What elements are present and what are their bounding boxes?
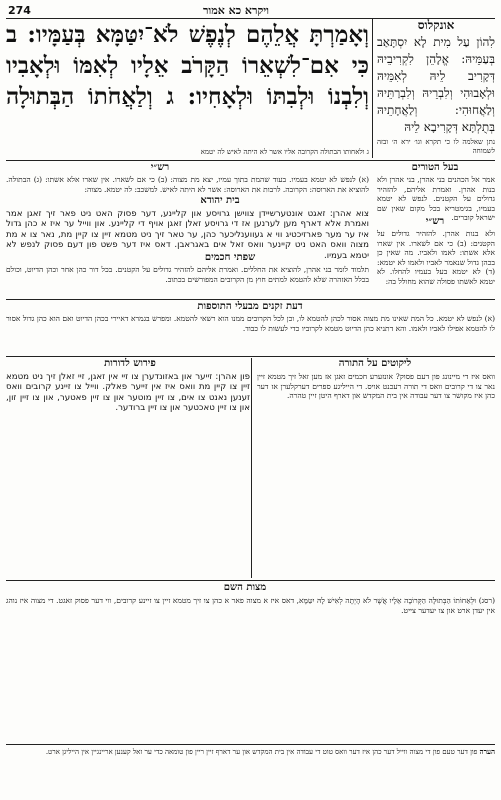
pirush-title: פירוש לדורות <box>104 358 156 369</box>
mitzvat-hashem-title: מצות השם <box>223 582 267 593</box>
siftei-chachamim-text: תלמוד לומר בני אהרן, להוציא את החללים. ואמרת אליהם להזהיר גדולים על הקטנים. בכל דור כהן אחר וכהן הדיוט, וכולם בכלל האזהרה שלא להטמא למתים חוץ מן הקרובים המפורשים בכתוב. <box>6 265 369 284</box>
page <box>6 4 495 794</box>
siftei-chachamim-title: שפתי חכמים <box>204 252 256 263</box>
onkelos-text: לִהוֹן עַל מִית לָא יִסְתָּאַב בְּעַמֵּיהּ: אֱלָהֵן לִקְרִיבֵיהּ דְּקָרִיב לֵיהּ לְאִמֵּיהּ וּלְאָבוּהִי וְלִבְרֵיהּ וְלִבְרַתֵּיהּ וְלַאֲחוּהִי: וְלַאֲחָתֵיהּ בְּתֻלְתָּא דְּקָרִיבָא לֵיהּ <box>377 35 495 134</box>
verse-note: ג ולאחותו הבתולה הקרובה אליו אשר לא היתה לאיש לה יטמא <box>200 148 369 156</box>
section-rule <box>6 356 495 357</box>
mitzvat-hashem-text: (רסג) וּלְאַחוֹתוֹ הַבְּתוּלָה הַקְּרוֹבָה אֵלָיו אֲשֶׁר לֹא הָיְתָה לְאִישׁ לָהּ יִטַּמָּא, דאס איז א מצוה פאר א כהן צו זיך מטמא זיין צו זיינע קרובים, ווי דער פסוק זאגט. די מצוה איז נוהג אין יעדן ארט און צו יעדער צייט. <box>6 596 495 615</box>
onkelos-note: נתן שאלמה לו כי תקרא וגו׳ ירא ה׳ ובזה לשמוחה <box>377 138 495 155</box>
footnote-rule <box>6 744 495 745</box>
beit-yehuda-text: צוא אהרן: זאגט אונטערשיידן צווישן גרויסע און קליינע, דער פסוק האט ניט פאר זיך זאגן אמר ואמרת אלא דארף מען לערנען אז די גרויסע זאלן זאגן אויף די קליינע. און ווייל ער איז א כהן גדול איז ער מער פארזיכטיג ווי א געווענליכער כהן, ער טאר זיך ניט מטמא זיין צו קיין מת, נאר צו א מת מצוה וואס האט ניט קיינער וואס זאל אים באגראבן. דאס איז דער פשט פון דעם פסוק לנפש לא יטמא בעמיו. <box>6 209 369 261</box>
footnote-label: הערה <box>479 747 495 756</box>
beit-yehuda-title: בית יהודא <box>200 195 240 206</box>
section-rule <box>6 580 495 581</box>
section-rule <box>6 160 495 161</box>
likkutim-title: ליקוטים על התורה <box>338 358 412 369</box>
rashi-top-title: רש״י <box>150 162 170 173</box>
section-rule <box>6 299 495 300</box>
rashi-bottom-title: רש״י <box>425 216 445 227</box>
daat-zekenim-title: דעת זקנים מבעלי התוספות <box>197 301 303 312</box>
likkutim-text: וואס איז די מיינונג פון דעם פסוק? אונזערע חכמים זאגן אז מען זאל זיך מטמא זיין נאר צו די קרובים וואס די תורה רעכנט אויס. די הייליגע ספרים דערקלערן אז דער כהן איז מקושר צו דער עבודה אין בית המקדש און דארף היטן זיין טהרה. <box>257 372 495 401</box>
page-number: 274 <box>8 4 31 17</box>
baal-haturim-title: בעל הטורים <box>411 162 459 173</box>
rashi-bottom-text: ולא בנות אהרן. להזהיר גדולים על הקטנים: (ב) כי אם לשארו. אין שארו אלא אשתו: לאמו ולאביו. מה שאין כן בכהן גדול שנאמר לאביו ולאמו לא יטמא: (ד) לא יטמא בעל בעמיו להחלו. לא יטמא לאשתו פסולה שהוא מחולל בה: <box>377 229 495 286</box>
onkelos-title: אונקלוס <box>417 18 455 32</box>
rashi-top-text: (א) לנפש לא יטמא בעמיו. בעוד שהמת בתוך עמיו, יצא מת מצוה: (ב) כי אם לשארו. אין שארו אלא אשתו: (ג) הבתולה. להוציא את הארוסה: הקרובה. לרבות את הארוסה: אשר לא היתה לאיש. למשכב: לה יטמא. מצוה: <box>6 175 369 194</box>
pirush-text: פון אהרן: זייער און באזונדערן צו זיי אין זאגן, זיי זאלן זיך ניט מטמא זיין צו קיין מת וואס איז אין זייער פאלק. ווייל צו זיינע קרובים וואס זענען נאנט צו אים, צו זיין מוטער און צו זיין פאטער, און צו זיין זון, און צו זיין טאכטער און צו זיין ברודער. <box>6 372 250 414</box>
daat-zekenim-text: (א) לנפש לא יטמא. כל המת שאינו מת מצוה אסור לכהן להטמא לו, וכן לכל הקרובים ממנו הוא רשאי להטמא. ומפרש בגמרא דאיירי בכהן הדיוט ואם הוא כהן גדול אסור לו להטמא אפילו לאביו ולאמו. והא דתניא כהן הדיוט מטמא לקרוביו כדי לעשות לו כבוד. <box>6 314 495 333</box>
running-title: ויקרא כא אמור <box>203 4 269 17</box>
footnote-text: פון דער טעם פון די מצוה ווייל דער כהן איז דער וואס טוט די עבודה אין בית המקדש און ער דארף זיין ריין פון טומאה כדי ער זאל קענען אריינגיין אין הייליגן ארט. <box>45 748 478 756</box>
onkelos-column <box>377 34 495 154</box>
column-divider <box>251 358 252 578</box>
baal-haturim-text: אמר אל הכהנים בני אהרן, בני אהרן ולא בנות אהרן. ואמרת אליהם, להזהיר גדולים על הקטנים. לנפש לא יטמא בעמיו, בגימטריא בכל מקום שאין שם ישראל קוברים. <box>377 175 495 223</box>
column-divider <box>372 18 373 158</box>
footnote <box>6 747 495 791</box>
main-verse-text: וְאָמַרְתָּ אֲלֵהֶם לְנֶפֶשׁ לֹא־יִטַּמָּא בְּעַמָּיו: ב כִּי אִם־לִשְׁאֵרוֹ הַקָּרֹב אֵלָיו לְאִמּוֹ וּלְאָבִיו וְלִבְנוֹ וּלְבִתּוֹ וּלְאָחִיו: ג וְלַאֲחֹתוֹ הַבְּתוּלָה <box>6 21 369 110</box>
